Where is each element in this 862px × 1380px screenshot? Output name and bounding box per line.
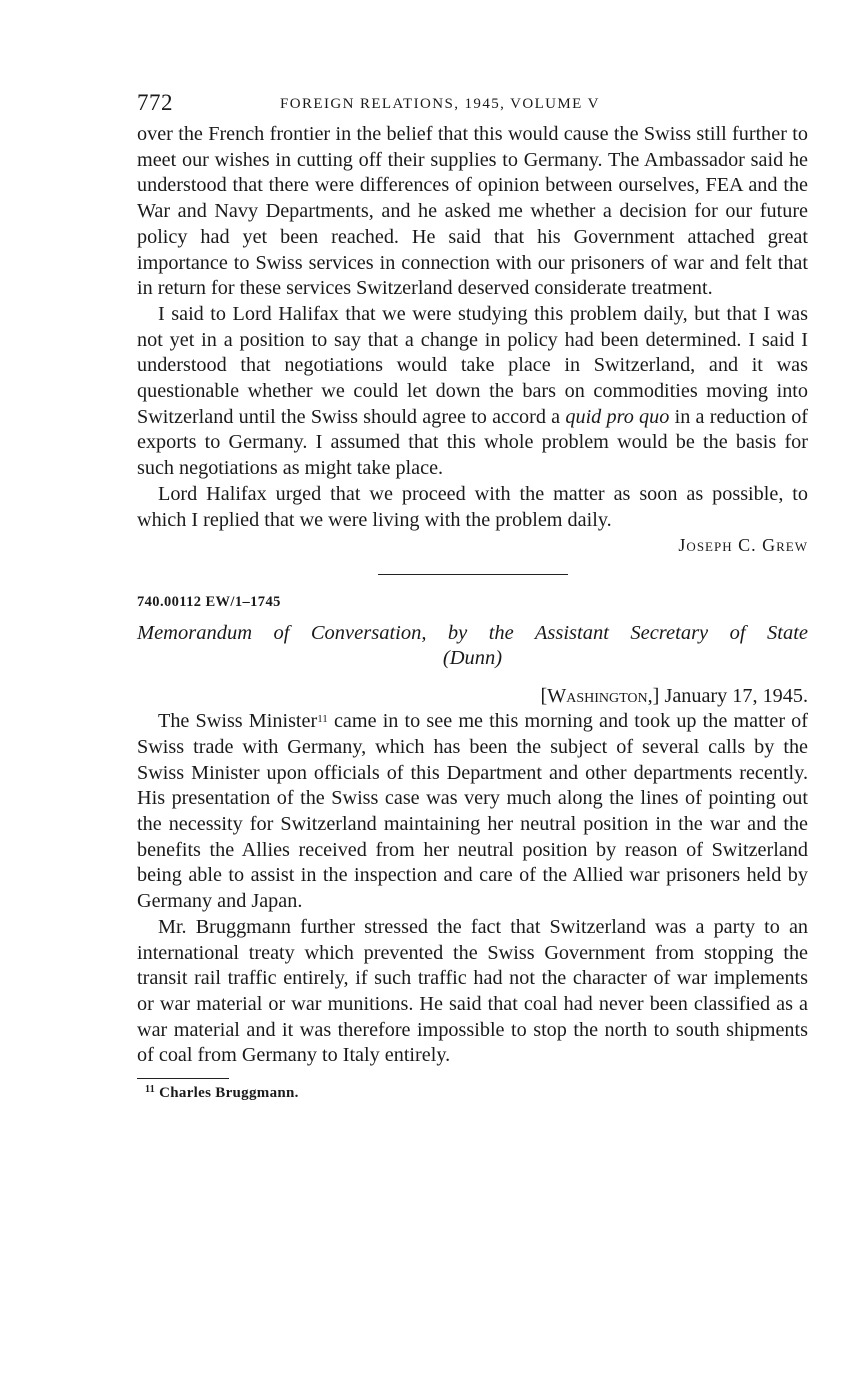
paragraph-halifax-urged: Lord Halifax urged that we proceed with the matter as soon as possible, to which I replied that we were living with the problem daily.: [137, 482, 808, 531]
document-page: [137, 88, 808, 1102]
dateline-place: [Washington,]: [540, 685, 660, 708]
file-number: 740.00112 EW/1–1745: [137, 594, 281, 611]
paragraph-bruggmann: Mr. Bruggmann further stressed the fact that Switzerland was a party to an international treaty which prevented the Swiss Government from stopping the transit rail traffic entirely, if such traffic had not the character of war implements or war material or war munitions. He said that coal had never been classified as a war material and it was therefore impossible to stop the north to south shipments of coal from Germany to Italy entirely.: [137, 915, 808, 1067]
footnote-marker: 11: [145, 1084, 156, 1096]
paragraph-swiss-minister: [137, 709, 808, 915]
paragraph-text: I said to Lord Halifax that we were studying this problem daily, but that I was not yet in a position to say that a change in policy had been determined. I said I understood that negotiations would take place in Switzerland, and it was questionable whether we could let down the bars on commodities moving into Switzerland until the Swiss should agree to accord a: [137, 302, 808, 428]
latin-phrase: quid pro quo: [565, 405, 670, 428]
footnote: [137, 1085, 808, 1102]
dateline-date: January 17, 1945.: [664, 685, 808, 708]
paragraph-continued: over the French frontier in the belief that this would cause the Swiss still further to meet our wishes in cutting off their supplies to Germany. The Ambassador said he understood that there were differences of opinion between ourselves, FEA and the War and Navy Departments, and he asked me whether a decision for our future policy had yet been reached. He said that his Government attached great importance to Swiss services in connection with our prisoners of war and felt that in return for these services Switzerland deserved considerate treatment.: [137, 123, 808, 300]
page-number: 772: [137, 90, 173, 115]
memo-author: (Dunn): [442, 647, 503, 670]
footnote-text: Charles Bruggmann.: [159, 1085, 299, 1102]
signature: Joseph C. Grew: [678, 535, 808, 556]
footnote-divider: [137, 1078, 229, 1079]
footnote-reference[interactable]: 11: [317, 713, 328, 726]
memo-title: Memorandum of Conversation, by the Assistant Secretary of State: [137, 622, 808, 645]
paragraph-text: in a reduction of exports to Germany. I assumed that this whole problem would be the basis for such negotiations as might take place.: [137, 405, 809, 480]
dateline: [137, 683, 808, 709]
paragraph-text: The Swiss Minister: [158, 710, 318, 733]
paragraph-halifax-reply: [137, 302, 808, 482]
page-header: [137, 88, 808, 122]
running-head: FOREIGN RELATIONS, 1945, VOLUME V: [280, 96, 600, 112]
paragraph-text: came in to see me this morning and took up the matter of Swiss trade with Germany, which has been the subject of several calls by the Swiss Minister upon officials of this Department and other departments recently. His presentation of the Swiss case was very much along the lines of pointing out the necessity for Switzerland maintaining her neutral position in the war and the benefits the Allies received from her neutral position by reason of Switzerland being able to assist in the inspection and care of the Allied war prisoners held by Germany and Japan.: [137, 710, 809, 913]
section-divider: [378, 574, 568, 575]
